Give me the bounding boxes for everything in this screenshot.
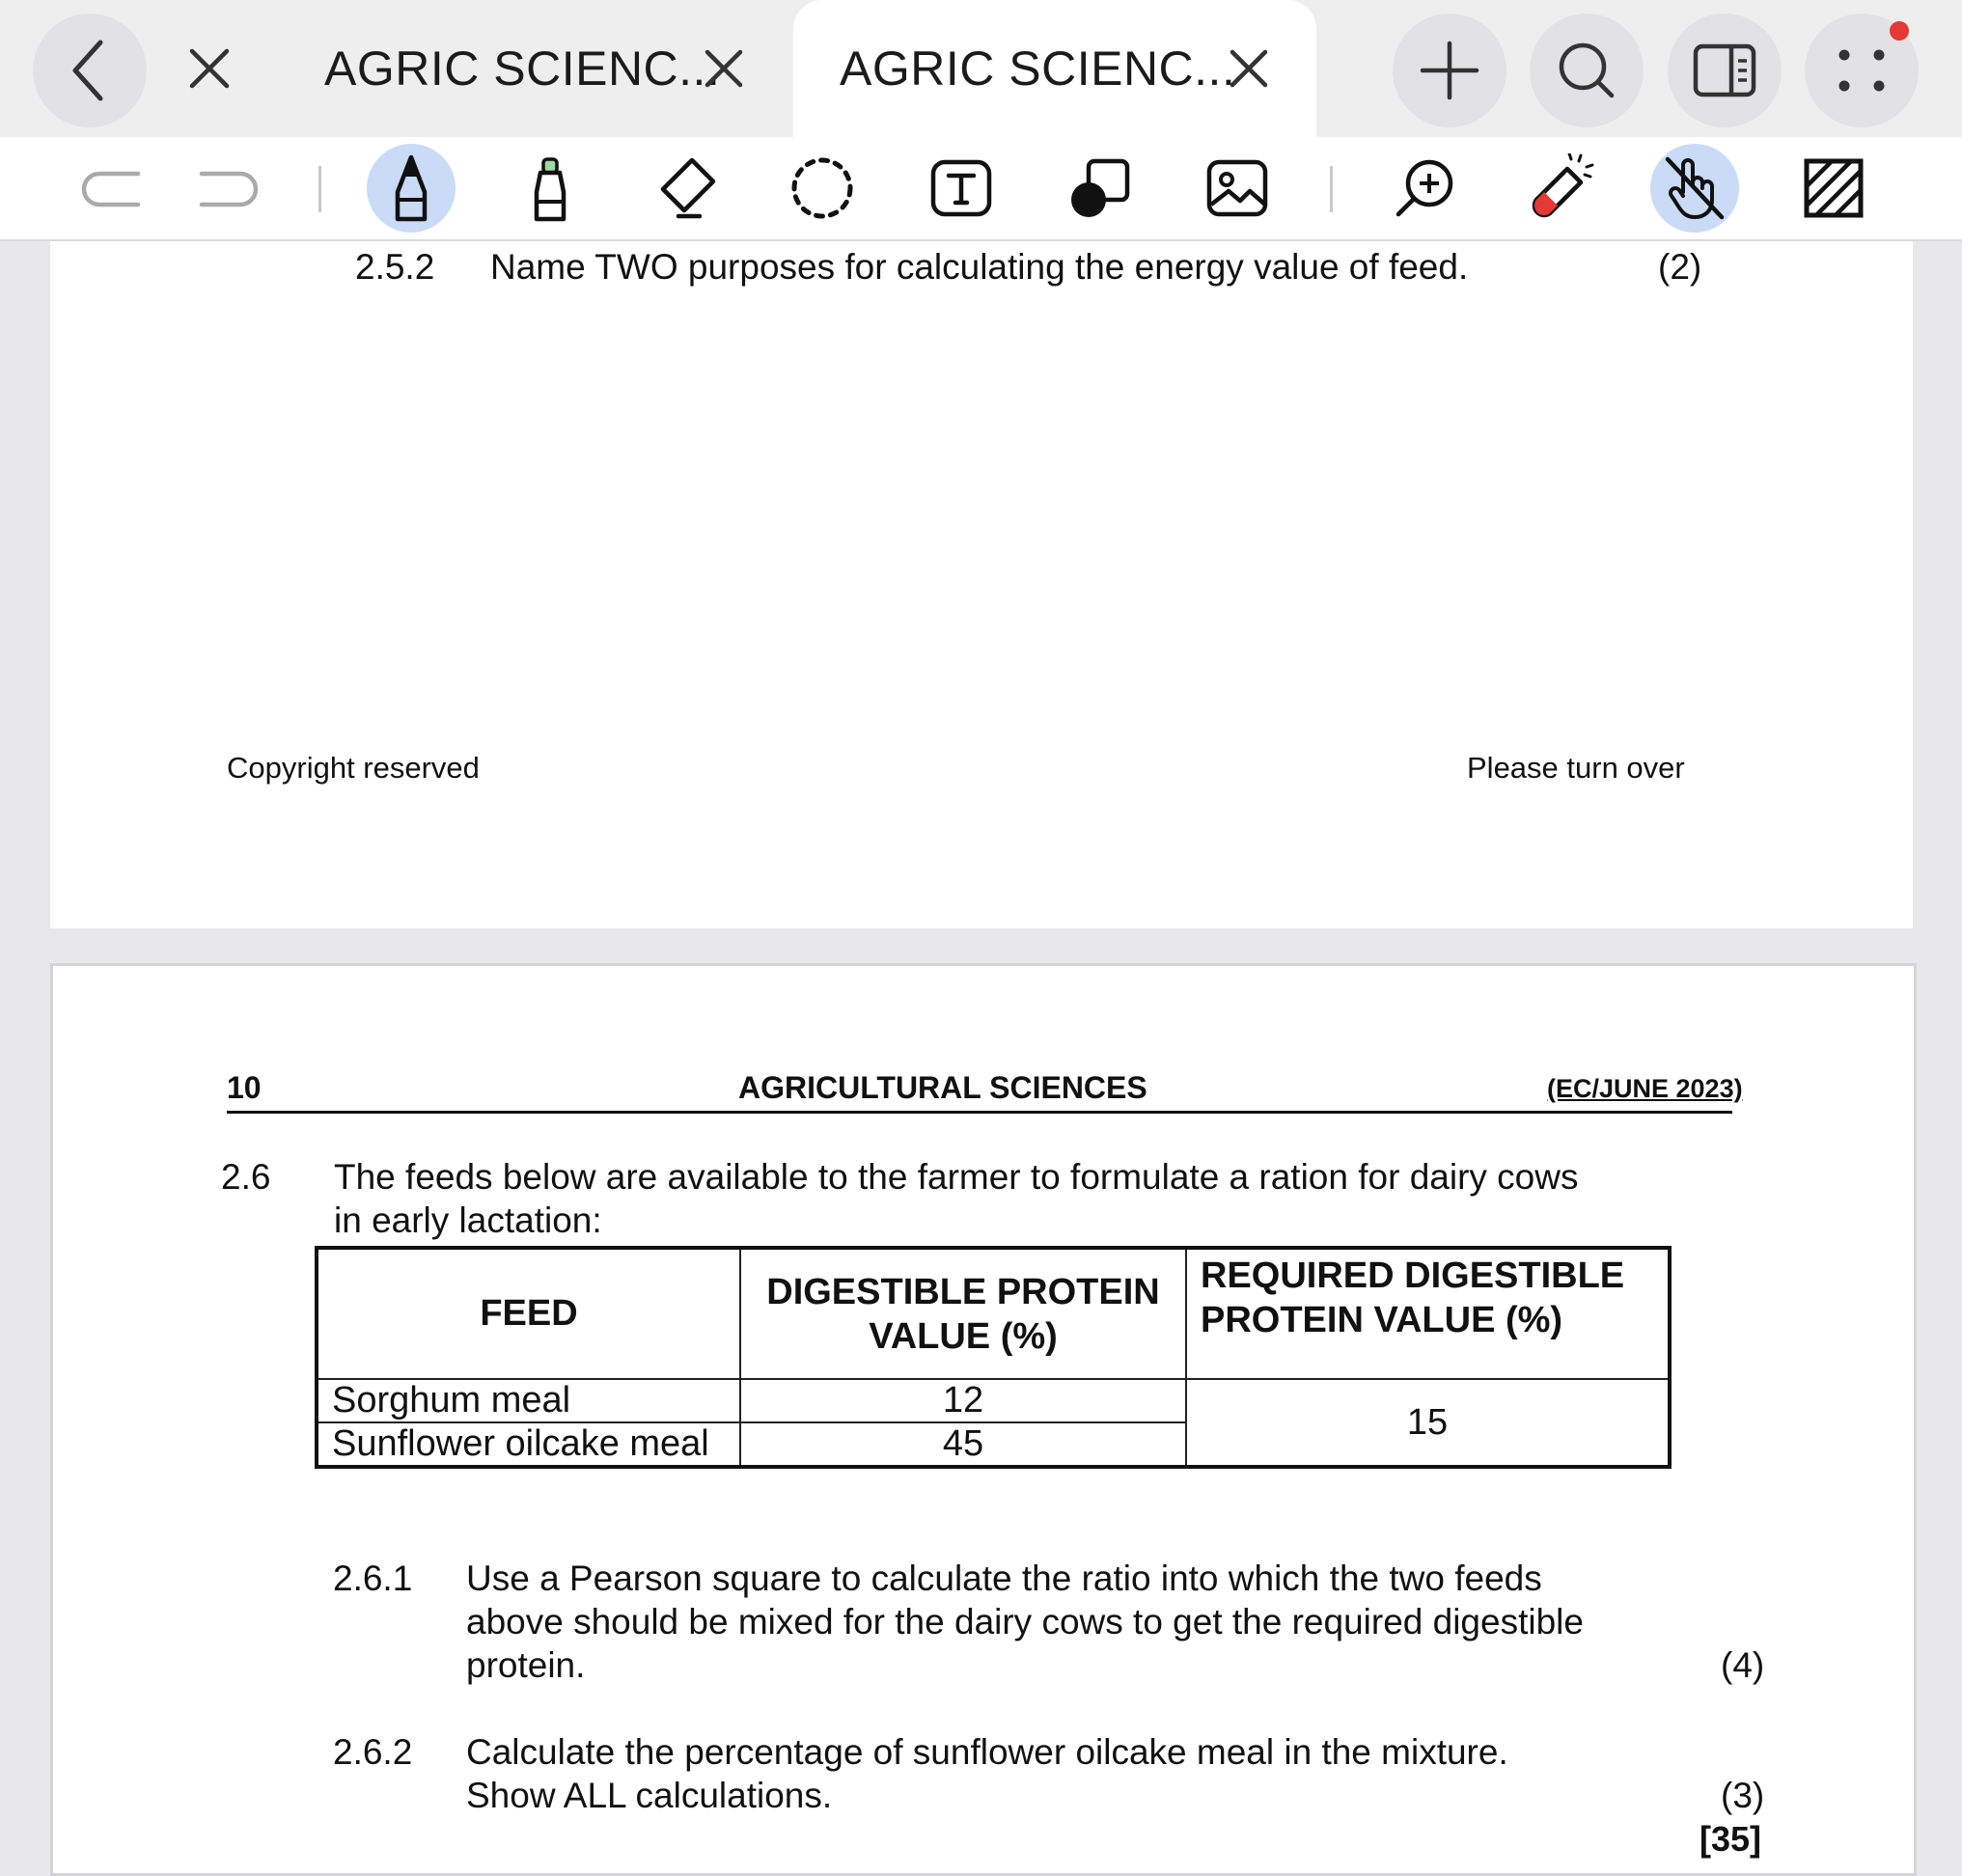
image-icon xyxy=(1203,154,1271,222)
pen-tool[interactable] xyxy=(367,144,456,233)
shapes-icon xyxy=(1064,153,1133,223)
question-text-line: above should be mixed for the dairy cows to get the required digestible xyxy=(466,1602,1584,1642)
back-button[interactable] xyxy=(33,14,147,127)
pdf-page-9 xyxy=(50,241,1913,928)
question-text-line: The feeds below are available to the farmer to formulate a ration for dairy cows xyxy=(334,1157,1579,1197)
highlighter-icon xyxy=(529,153,571,223)
question-text: Name TWO purposes for calculating the energy value of feed. xyxy=(490,247,1469,287)
laser-pointer-icon xyxy=(1525,153,1594,223)
lasso-icon xyxy=(788,154,856,222)
zoom-in-icon xyxy=(1393,156,1456,220)
pen-icon xyxy=(390,153,432,223)
footer-copyright: Copyright reserved xyxy=(227,751,480,785)
more-dots-icon xyxy=(1833,41,1891,99)
question-text-line: Calculate the percentage of sunflower oilcake meal in the mixture. xyxy=(466,1732,1508,1772)
cell-feed: Sorghum meal xyxy=(317,1379,740,1422)
fill-pattern-tool[interactable] xyxy=(1789,144,1878,233)
question-marks: (2) xyxy=(1658,247,1702,287)
notification-dot xyxy=(1890,21,1909,41)
tab-close-button[interactable] xyxy=(695,40,753,97)
tab-2-active[interactable] xyxy=(793,0,1316,137)
split-view-button[interactable] xyxy=(1668,14,1782,127)
question-text-line: in early lactation: xyxy=(334,1200,602,1240)
column-header-feed: FEED xyxy=(317,1248,740,1379)
question-text-line: protein. xyxy=(466,1645,586,1685)
plus-icon xyxy=(1419,40,1480,101)
close-icon xyxy=(1229,48,1269,89)
search-button[interactable] xyxy=(1530,14,1644,127)
shapes-tool[interactable] xyxy=(1054,144,1143,233)
new-tab-button[interactable] xyxy=(1393,14,1506,127)
lasso-select-tool[interactable] xyxy=(778,144,867,233)
column-header-digestible-protein: DIGESTIBLE PROTEIN VALUE (%) xyxy=(740,1248,1186,1379)
question-number: 2.6.2 xyxy=(333,1732,413,1772)
question-text-line: Show ALL calculations. xyxy=(466,1776,833,1815)
question-number: 2.5.2 xyxy=(355,247,435,287)
close-icon xyxy=(704,48,744,89)
question-number: 2.6 xyxy=(221,1157,271,1197)
question-number: 2.6.1 xyxy=(333,1559,413,1598)
section-total: [35] xyxy=(1699,1819,1762,1859)
toolbar-divider xyxy=(318,166,321,212)
zoom-tool[interactable] xyxy=(1380,144,1469,233)
pattern-icon xyxy=(1803,157,1865,219)
footer-turn-over: Please turn over xyxy=(1467,751,1685,785)
redo-button[interactable] xyxy=(183,144,272,233)
close-icon xyxy=(188,47,231,90)
question-marks: (3) xyxy=(1721,1776,1765,1815)
chevron-left-icon xyxy=(66,37,114,104)
tab-label: AGRIC SCIENC... xyxy=(840,41,1236,96)
undo-icon xyxy=(80,166,144,210)
undo-button[interactable] xyxy=(68,144,156,233)
document-viewer[interactable] xyxy=(0,241,1962,1859)
annotation-toolbar xyxy=(0,137,1962,241)
page-header-exam: (EC/JUNE 2023) xyxy=(1547,1074,1743,1103)
cell-value: 45 xyxy=(740,1422,1186,1467)
pdf-page-10 xyxy=(50,963,1917,1876)
question-text-line: Use a Pearson square to calculate the ratio into which the two feeds xyxy=(466,1559,1542,1598)
table-row xyxy=(317,1379,1670,1422)
header-rule xyxy=(227,1111,1732,1114)
page-header-subject: AGRICULTURAL SCIENCES xyxy=(738,1070,1147,1105)
close-window-button[interactable] xyxy=(171,30,248,107)
feed-table xyxy=(315,1246,1672,1469)
tab-1[interactable] xyxy=(290,0,772,137)
browser-tab-bar xyxy=(0,0,1962,137)
search-icon xyxy=(1556,40,1617,101)
laser-pointer-tool[interactable] xyxy=(1515,144,1604,233)
page-number: 10 xyxy=(227,1070,262,1105)
text-tool[interactable] xyxy=(917,144,1006,233)
insert-image-tool[interactable] xyxy=(1193,144,1282,233)
cell-feed: Sunflower oilcake meal xyxy=(317,1422,740,1467)
column-header-required-protein: REQUIRED DIGESTIBLE PROTEIN VALUE (%) xyxy=(1186,1248,1670,1379)
toolbar-divider xyxy=(1330,166,1333,212)
highlighter-tool[interactable] xyxy=(506,144,594,233)
redo-icon xyxy=(196,166,260,210)
cell-required: 15 xyxy=(1186,1379,1670,1467)
cell-value: 12 xyxy=(740,1379,1186,1422)
table-header-row xyxy=(317,1248,1670,1379)
touch-draw-toggle[interactable] xyxy=(1650,144,1739,233)
tab-close-button[interactable] xyxy=(1220,40,1278,97)
question-marks: (4) xyxy=(1721,1645,1765,1685)
split-view-icon xyxy=(1693,43,1756,97)
text-box-icon xyxy=(927,154,995,222)
hand-touch-icon xyxy=(1662,153,1727,223)
eraser-icon xyxy=(651,154,719,222)
tab-label: AGRIC SCIENC... xyxy=(324,41,721,96)
eraser-tool[interactable] xyxy=(641,144,730,233)
